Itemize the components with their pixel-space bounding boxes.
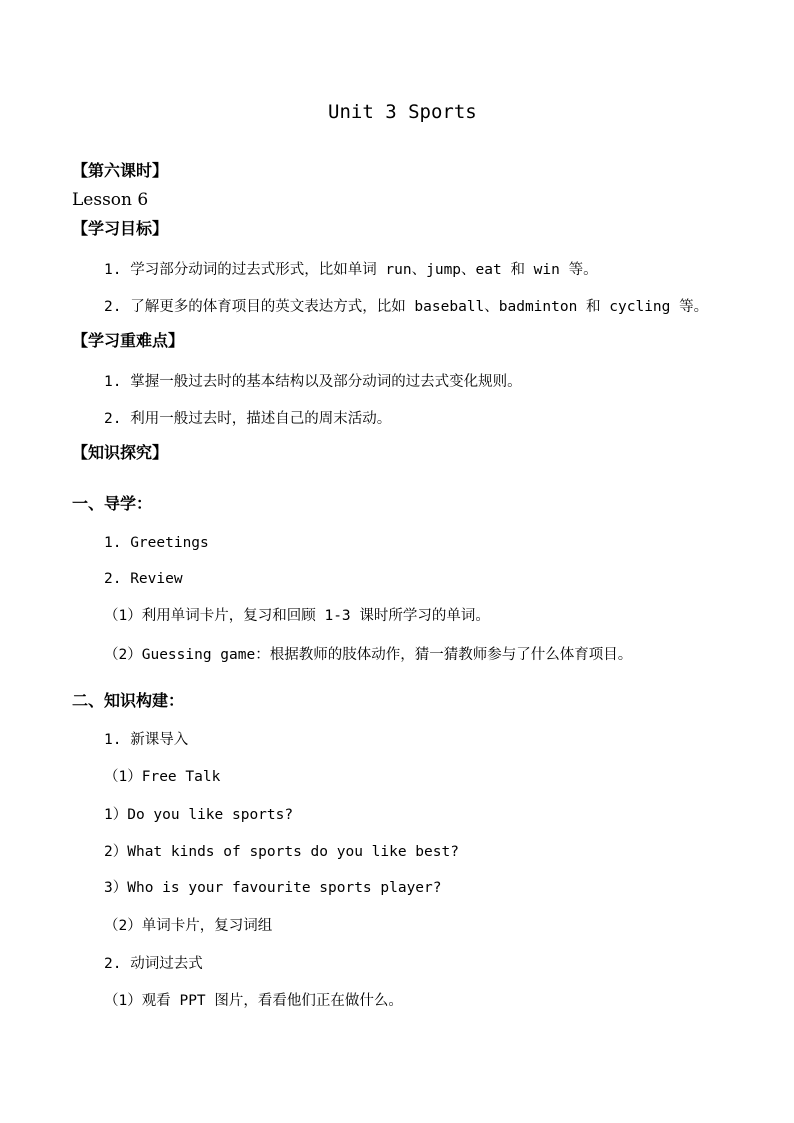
key-points-heading: 【学习重难点】 xyxy=(72,331,185,350)
list-item: （2）Guessing game：根据教师的肢体动作，猜一猜教师参与了什么体育项目。 xyxy=(104,647,633,663)
list-item: 2）What kinds of sports do you like best? xyxy=(104,844,459,860)
list-item: 3）Who is your favourite sports player? xyxy=(104,880,442,896)
key-point-item: 2. 利用一般过去时，描述自己的周末活动。 xyxy=(104,411,392,427)
objective-item: 1. 学习部分动词的过去式形式，比如单词 run、jump、eat 和 win 等。 xyxy=(104,262,598,278)
list-item: （1）利用单词卡片，复习和回顾 1-3 课时所学习的单词。 xyxy=(104,608,490,624)
list-item: 1. 新课导入 xyxy=(104,732,189,748)
list-item: （1）观看 PPT 图片，看看他们正在做什么。 xyxy=(104,993,403,1009)
list-item: 1）Do you like sports? xyxy=(104,807,294,823)
list-item: 2. 动词过去式 xyxy=(104,956,203,972)
lesson-label: Lesson 6 xyxy=(72,190,149,210)
exploration-heading: 【知识探究】 xyxy=(72,443,169,462)
list-item: 1. Greetings xyxy=(104,535,209,551)
section-heading: 一、导学： xyxy=(72,494,153,513)
list-item: （2）单词卡片，复习词组 xyxy=(104,918,273,934)
list-item: 2. Review xyxy=(104,571,183,587)
section-heading: 二、知识构建： xyxy=(72,691,185,710)
key-point-item: 1. 掌握一般过去时的基本结构以及部分动词的过去式变化规则。 xyxy=(104,374,522,390)
period-heading: 【第六课时】 xyxy=(72,161,169,180)
document-title: Unit 3 Sports xyxy=(328,101,477,123)
list-item: （1）Free Talk xyxy=(104,769,221,785)
objective-item: 2. 了解更多的体育项目的英文表达方式，比如 baseball、badminton 和 cycling 等。 xyxy=(104,299,709,315)
objectives-heading: 【学习目标】 xyxy=(72,219,169,238)
